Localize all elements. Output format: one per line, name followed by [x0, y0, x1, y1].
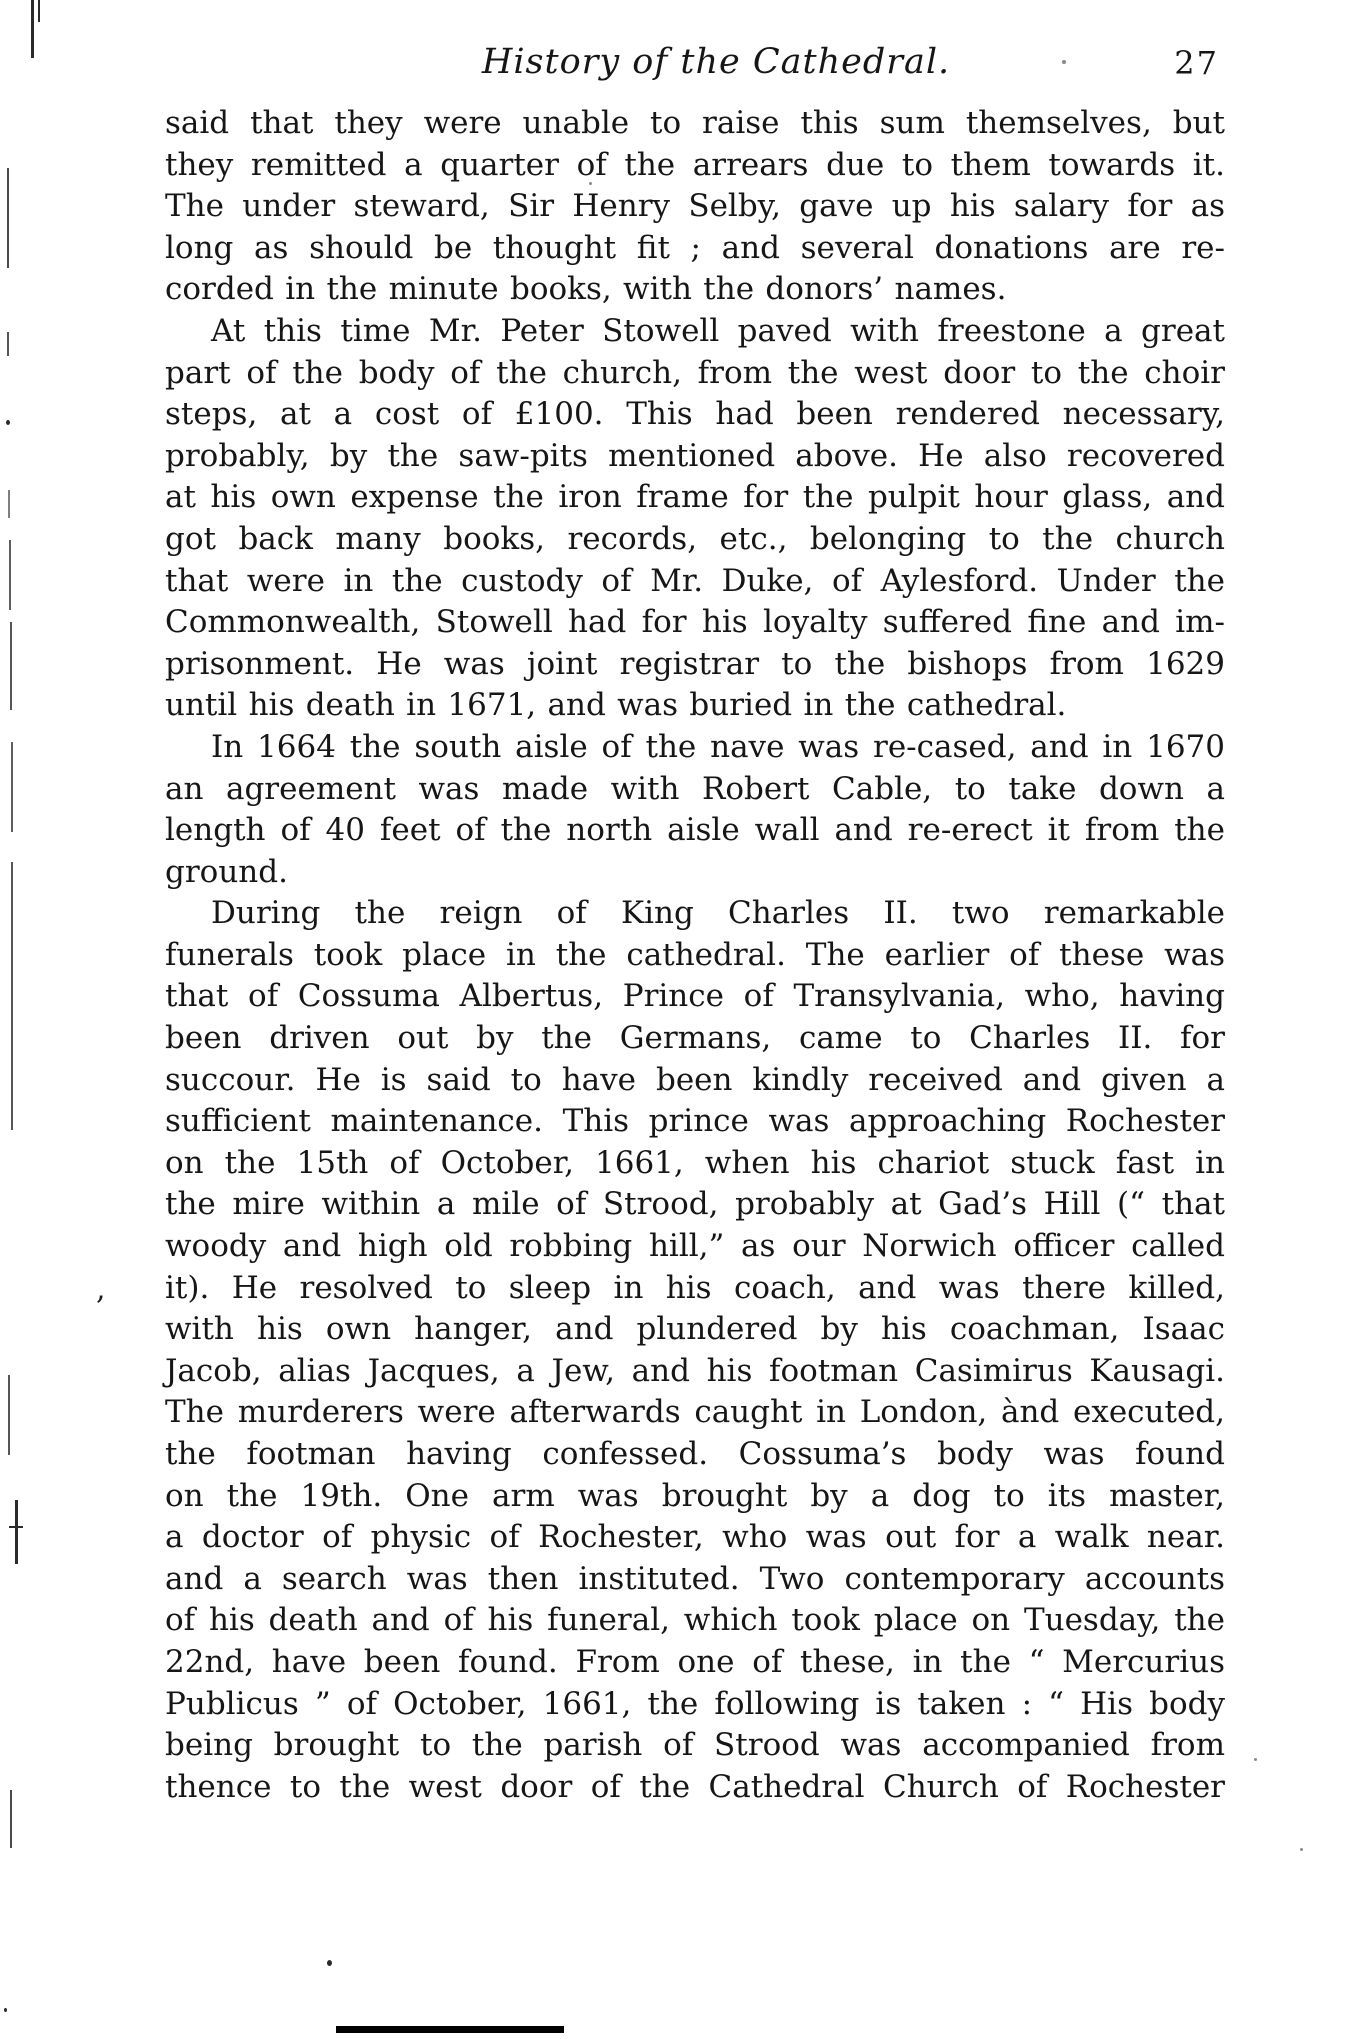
- text-line: been driven out by the Germans, came to Charles II. for: [165, 1020, 1225, 1057]
- text-line: Jacob, alias Jacques, a Jew, and his footman Casimirus Kausagi.: [165, 1352, 1225, 1389]
- text-line: At this time Mr. Peter Stowell paved with freestone a great: [211, 312, 1225, 349]
- scan-artifact: [8, 490, 10, 518]
- scan-artifact: [327, 1960, 332, 1966]
- text-line: the footman having confessed. Cossuma’s body was found: [165, 1436, 1225, 1472]
- scan-artifact-comma: ,: [96, 1272, 106, 1307]
- page-number: 27: [1174, 44, 1219, 82]
- scan-speck: [1062, 60, 1066, 64]
- paragraph: [165, 893, 1225, 1808]
- scan-artifact: [9, 540, 11, 610]
- scan-artifact: [11, 742, 13, 832]
- scan-artifact: [6, 420, 10, 425]
- text-line: prisonment. He was joint registrar to the bishops from 1629: [165, 645, 1225, 682]
- paragraph: [165, 103, 1225, 311]
- text-line: funerals took place in the cathedral. The earlier of these was: [165, 936, 1225, 973]
- text-line: a doctor of physic of Rochester, who was out for a walk near.: [165, 1519, 1225, 1556]
- scan-artifact: [10, 1790, 12, 1848]
- scan-artifact: [10, 622, 12, 710]
- scan-artifact: [38, 0, 40, 22]
- text-line: succour. He is said to have been kindly received and given a: [165, 1061, 1225, 1098]
- text-line: long as should be thought fit ; and several donations are re-: [165, 229, 1225, 266]
- text-line: and a search was then instituted. Two contemporary accounts: [165, 1560, 1225, 1597]
- text-line: the mire within a mile of Strood, probably at Gad’s Hill (“ that: [165, 1186, 1225, 1223]
- text-line: The murderers were afterwards caught in London, ànd executed,: [165, 1394, 1225, 1431]
- scan-artifact: [4, 2008, 7, 2012]
- text-line: probably, by the saw-pits mentioned above. He also recovered: [165, 437, 1225, 474]
- scan-artifact: [8, 1375, 10, 1455]
- text-line: ground.: [165, 853, 288, 890]
- paragraph: [165, 311, 1225, 727]
- scan-artifact: [7, 332, 9, 356]
- text-line: In 1664 the south aisle of the nave was re-cased, and in 1670: [211, 728, 1225, 765]
- text-line: until his death in 1671, and was buried in the cathedral.: [165, 687, 1067, 724]
- scan-artifact: [31, 0, 34, 58]
- page-header: [165, 42, 1225, 94]
- text-line: being brought to the parish of Strood was accompanied from: [165, 1727, 1225, 1764]
- text-line: sufficient maintenance. This prince was approaching Rochester: [165, 1103, 1225, 1140]
- scan-speck: [1300, 1848, 1303, 1851]
- text-line: on the 15th of October, 1661, when his chariot stuck fast in: [165, 1144, 1225, 1181]
- text-line: part of the body of the church, from the west door to the choir: [165, 354, 1225, 391]
- text-line: an agreement was made with Robert Cable, to take down a: [165, 770, 1225, 807]
- text-block: [165, 103, 1225, 1808]
- text-line: During the reign of King Charles II. two remarkable: [211, 895, 1225, 932]
- scan-artifact: [11, 862, 13, 1130]
- text-line: that were in the custody of Mr. Duke, of Aylesford. Under the: [165, 562, 1225, 599]
- scan-artifact-bar: [336, 2026, 564, 2033]
- text-line: at his own expense the iron frame for the pulpit hour glass, and: [165, 479, 1225, 516]
- text-line: corded in the minute books, with the donors’ names.: [165, 271, 1007, 308]
- text-line: that of Cossuma Albertus, Prince of Transylvania, who, having: [165, 978, 1225, 1015]
- text-line: The under steward, Sir Henry Selby, gave up his salary for as: [165, 188, 1225, 225]
- scan-artifact: [9, 1526, 23, 1528]
- text-line: it). He resolved to sleep in his coach, and was there killed,: [165, 1269, 1225, 1306]
- text-line: with his own hanger, and plundered by his coachman, Isaac: [165, 1311, 1225, 1348]
- scan-artifact: [15, 1500, 18, 1564]
- text-line: said that they were unable to raise this sum themselves, but: [165, 105, 1225, 141]
- text-line: they remitted a quarter of the arrears due to them towards it.: [165, 146, 1225, 183]
- scan-artifact: [7, 168, 9, 268]
- text-line: 22nd, have been found. From one of these, in the “ Mercurius: [165, 1643, 1225, 1680]
- text-line: thence to the west door of the Cathedral Church of Rochester: [165, 1768, 1225, 1805]
- text-line: steps, at a cost of £100. This had been rendered necessary,: [165, 396, 1225, 433]
- text-line: length of 40 feet of the north aisle wall and re-erect it from the: [165, 812, 1225, 849]
- scan-speck: [1254, 1758, 1257, 1761]
- text-line: got back many books, records, etc., belonging to the church: [165, 520, 1225, 557]
- text-line: on the 19th. One arm was brought by a dog to its master,: [165, 1477, 1225, 1514]
- paragraph: [165, 727, 1225, 893]
- text-line: of his death and of his funeral, which took place on Tuesday, the: [165, 1602, 1225, 1639]
- text-line: Publicus ” of October, 1661, the following is taken : “ His body: [165, 1685, 1225, 1722]
- running-title: History of the Cathedral.: [481, 42, 951, 82]
- text-line: woody and high old robbing hill,” as our Norwich officer called: [165, 1228, 1225, 1265]
- text-line: Commonwealth, Stowell had for his loyalty suffered fine and im-: [165, 604, 1225, 641]
